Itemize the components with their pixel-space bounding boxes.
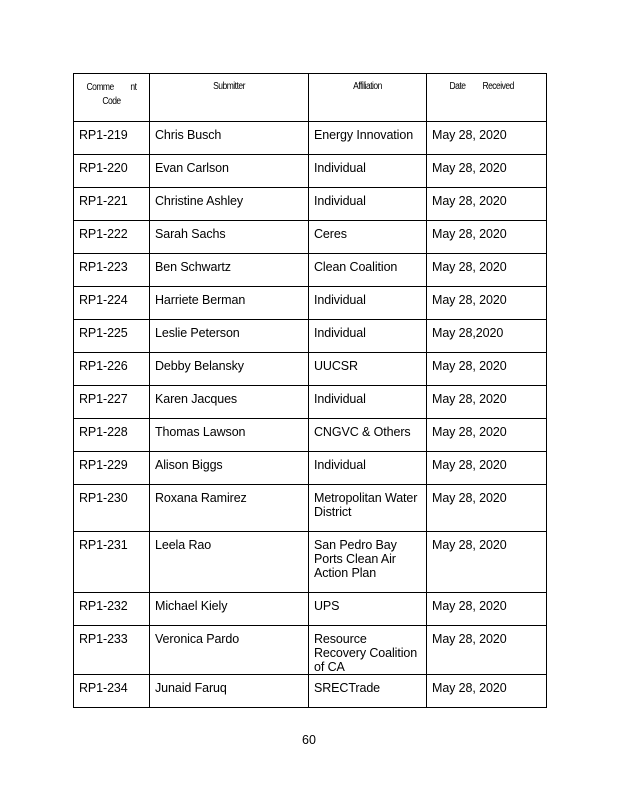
- cell-date-received: [427, 675, 547, 708]
- header-comment-code: Comme nt Code: [74, 74, 150, 122]
- cell-affiliation: [309, 155, 427, 188]
- table-row: [74, 532, 547, 593]
- cell-affiliation-text: Individual: [314, 194, 366, 208]
- cell-submitter-text: Evan Carlson: [155, 161, 229, 175]
- cell-date-received-text: May 28, 2020: [432, 458, 507, 472]
- cell-comment-code: [74, 155, 150, 188]
- cell-comment-code: [74, 419, 150, 452]
- cell-affiliation-text: Resource Recovery Coalition of CA: [314, 632, 418, 674]
- cell-date-received-text: May 28, 2020: [432, 194, 507, 208]
- cell-comment-code-text: RP1-233: [79, 632, 128, 646]
- table-row: [74, 188, 547, 221]
- cell-comment-code-text: RP1-224: [79, 293, 128, 307]
- cell-comment-code-text: RP1-221: [79, 194, 128, 208]
- table-row: [74, 254, 547, 287]
- cell-submitter: [150, 287, 309, 320]
- table-row: [74, 675, 547, 708]
- table-row: [74, 221, 547, 254]
- cell-comment-code-text: RP1-234: [79, 681, 128, 695]
- table-row: [74, 353, 547, 386]
- cell-affiliation-text: CNGVC & Others: [314, 425, 411, 439]
- table-header-row: [74, 74, 547, 122]
- cell-submitter-text: Ben Schwartz: [155, 260, 231, 274]
- table-row: [74, 452, 547, 485]
- cell-affiliation: [309, 221, 427, 254]
- cell-date-received: [427, 221, 547, 254]
- cell-date-received-text: May 28, 2020: [432, 392, 507, 406]
- header-affiliation: Affiliation: [309, 74, 427, 122]
- cell-date-received: [427, 155, 547, 188]
- table-row: [74, 122, 547, 155]
- cell-submitter: [150, 188, 309, 221]
- cell-date-received-text: May 28, 2020: [432, 538, 507, 552]
- cell-comment-code: [74, 287, 150, 320]
- cell-comment-code-text: RP1-220: [79, 161, 128, 175]
- cell-date-received: [427, 353, 547, 386]
- cell-affiliation-text: UUCSR: [314, 359, 358, 373]
- cell-submitter-text: Alison Biggs: [155, 458, 223, 472]
- cell-affiliation: [309, 320, 427, 353]
- cell-date-received: [427, 386, 547, 419]
- cell-comment-code: [74, 320, 150, 353]
- cell-date-received: [427, 287, 547, 320]
- cell-date-received: [427, 626, 547, 675]
- cell-comment-code: [74, 188, 150, 221]
- cell-comment-code-text: RP1-231: [79, 538, 128, 552]
- cell-comment-code: [74, 452, 150, 485]
- cell-date-received-text: May 28,2020: [432, 326, 504, 340]
- cell-date-received: [427, 452, 547, 485]
- cell-date-received: [427, 419, 547, 452]
- cell-submitter: [150, 626, 309, 675]
- cell-date-received-text: May 28, 2020: [432, 359, 507, 373]
- cell-comment-code: [74, 353, 150, 386]
- cell-submitter: [150, 593, 309, 626]
- cell-submitter-text: Veronica Pardo: [155, 632, 240, 646]
- cell-submitter: [150, 254, 309, 287]
- cell-affiliation-text: Individual: [314, 293, 366, 307]
- cell-comment-code-text: RP1-229: [79, 458, 128, 472]
- cell-submitter: [150, 485, 309, 532]
- cell-affiliation: [309, 287, 427, 320]
- cell-affiliation: [309, 122, 427, 155]
- cell-affiliation-text: Energy Innovation: [314, 128, 414, 142]
- table-row: [74, 155, 547, 188]
- cell-submitter-text: Harriete Berman: [155, 293, 246, 307]
- page-number: 60: [302, 733, 316, 747]
- cell-submitter: [150, 452, 309, 485]
- cell-comment-code-text: RP1-226: [79, 359, 128, 373]
- cell-comment-code: [74, 122, 150, 155]
- cell-submitter: [150, 675, 309, 708]
- cell-date-received: [427, 188, 547, 221]
- cell-comment-code: [74, 485, 150, 532]
- cell-date-received-text: May 28, 2020: [432, 632, 507, 646]
- comments-table: [73, 73, 547, 708]
- cell-submitter: [150, 320, 309, 353]
- cell-affiliation-text: Individual: [314, 326, 366, 340]
- cell-comment-code: [74, 221, 150, 254]
- header-submitter: Submitter: [150, 74, 309, 122]
- cell-affiliation: [309, 485, 427, 532]
- cell-date-received: [427, 122, 547, 155]
- cell-affiliation: [309, 254, 427, 287]
- cell-submitter-text: Debby Belansky: [155, 359, 244, 373]
- table-row: [74, 386, 547, 419]
- cell-submitter-text: Chris Busch: [155, 128, 222, 142]
- cell-date-received-text: May 28, 2020: [432, 227, 507, 241]
- cell-comment-code-text: RP1-228: [79, 425, 128, 439]
- cell-date-received-text: May 28, 2020: [432, 681, 507, 695]
- cell-date-received: [427, 320, 547, 353]
- cell-comment-code: [74, 532, 150, 593]
- cell-comment-code-text: RP1-223: [79, 260, 128, 274]
- cell-submitter: [150, 221, 309, 254]
- cell-submitter-text: Thomas Lawson: [155, 425, 246, 439]
- table-row: [74, 626, 547, 675]
- cell-affiliation: [309, 626, 427, 675]
- table-row: [74, 287, 547, 320]
- cell-submitter-text: Leslie Peterson: [155, 326, 240, 340]
- cell-submitter: [150, 122, 309, 155]
- cell-affiliation-text: Metropolitan Water District: [314, 491, 418, 519]
- table-row: [74, 593, 547, 626]
- cell-comment-code-text: RP1-230: [79, 491, 128, 505]
- cell-submitter-text: Michael Kiely: [155, 599, 228, 613]
- cell-comment-code: [74, 386, 150, 419]
- cell-submitter: [150, 532, 309, 593]
- cell-comment-code-text: RP1-225: [79, 326, 128, 340]
- cell-affiliation-text: San Pedro Bay Ports Clean Air Action Plan: [314, 538, 397, 580]
- cell-date-received: [427, 532, 547, 593]
- cell-comment-code: [74, 626, 150, 675]
- cell-affiliation-text: Individual: [314, 161, 366, 175]
- cell-comment-code-text: RP1-222: [79, 227, 128, 241]
- cell-comment-code-text: RP1-227: [79, 392, 128, 406]
- table-row: [74, 419, 547, 452]
- cell-submitter-text: Sarah Sachs: [155, 227, 226, 241]
- cell-submitter: [150, 353, 309, 386]
- header-date-received: Date Received: [427, 74, 547, 122]
- cell-date-received: [427, 254, 547, 287]
- cell-date-received-text: May 28, 2020: [432, 161, 507, 175]
- table-row: [74, 485, 547, 532]
- cell-submitter: [150, 419, 309, 452]
- cell-affiliation-text: Individual: [314, 392, 366, 406]
- cell-affiliation: [309, 593, 427, 626]
- cell-affiliation-text: UPS: [314, 599, 340, 613]
- cell-submitter: [150, 386, 309, 419]
- cell-submitter-text: Leela Rao: [155, 538, 212, 552]
- cell-date-received-text: May 28, 2020: [432, 599, 507, 613]
- cell-submitter-text: Roxana Ramirez: [155, 491, 247, 505]
- cell-affiliation: [309, 419, 427, 452]
- cell-date-received-text: May 28, 2020: [432, 491, 507, 505]
- cell-date-received-text: May 28, 2020: [432, 128, 507, 142]
- cell-date-received-text: May 28, 2020: [432, 260, 507, 274]
- cell-affiliation-text: Individual: [314, 458, 366, 472]
- cell-submitter-text: Christine Ashley: [155, 194, 244, 208]
- table-row: [74, 320, 547, 353]
- cell-date-received-text: May 28, 2020: [432, 293, 507, 307]
- cell-submitter-text: Karen Jacques: [155, 392, 238, 406]
- cell-date-received-text: May 28, 2020: [432, 425, 507, 439]
- cell-affiliation: [309, 386, 427, 419]
- cell-affiliation-text: Clean Coalition: [314, 260, 398, 274]
- cell-affiliation: [309, 675, 427, 708]
- cell-affiliation: [309, 353, 427, 386]
- cell-affiliation: [309, 532, 427, 593]
- cell-affiliation-text: SRECTrade: [314, 681, 381, 695]
- cell-date-received: [427, 485, 547, 532]
- cell-affiliation-text: Ceres: [314, 227, 347, 241]
- cell-submitter: [150, 155, 309, 188]
- cell-comment-code: [74, 254, 150, 287]
- cell-comment-code-text: RP1-219: [79, 128, 128, 142]
- cell-affiliation: [309, 188, 427, 221]
- cell-comment-code-text: RP1-232: [79, 599, 128, 613]
- cell-submitter-text: Junaid Faruq: [155, 681, 227, 695]
- cell-comment-code: [74, 593, 150, 626]
- cell-affiliation: [309, 452, 427, 485]
- cell-date-received: [427, 593, 547, 626]
- cell-comment-code: [74, 675, 150, 708]
